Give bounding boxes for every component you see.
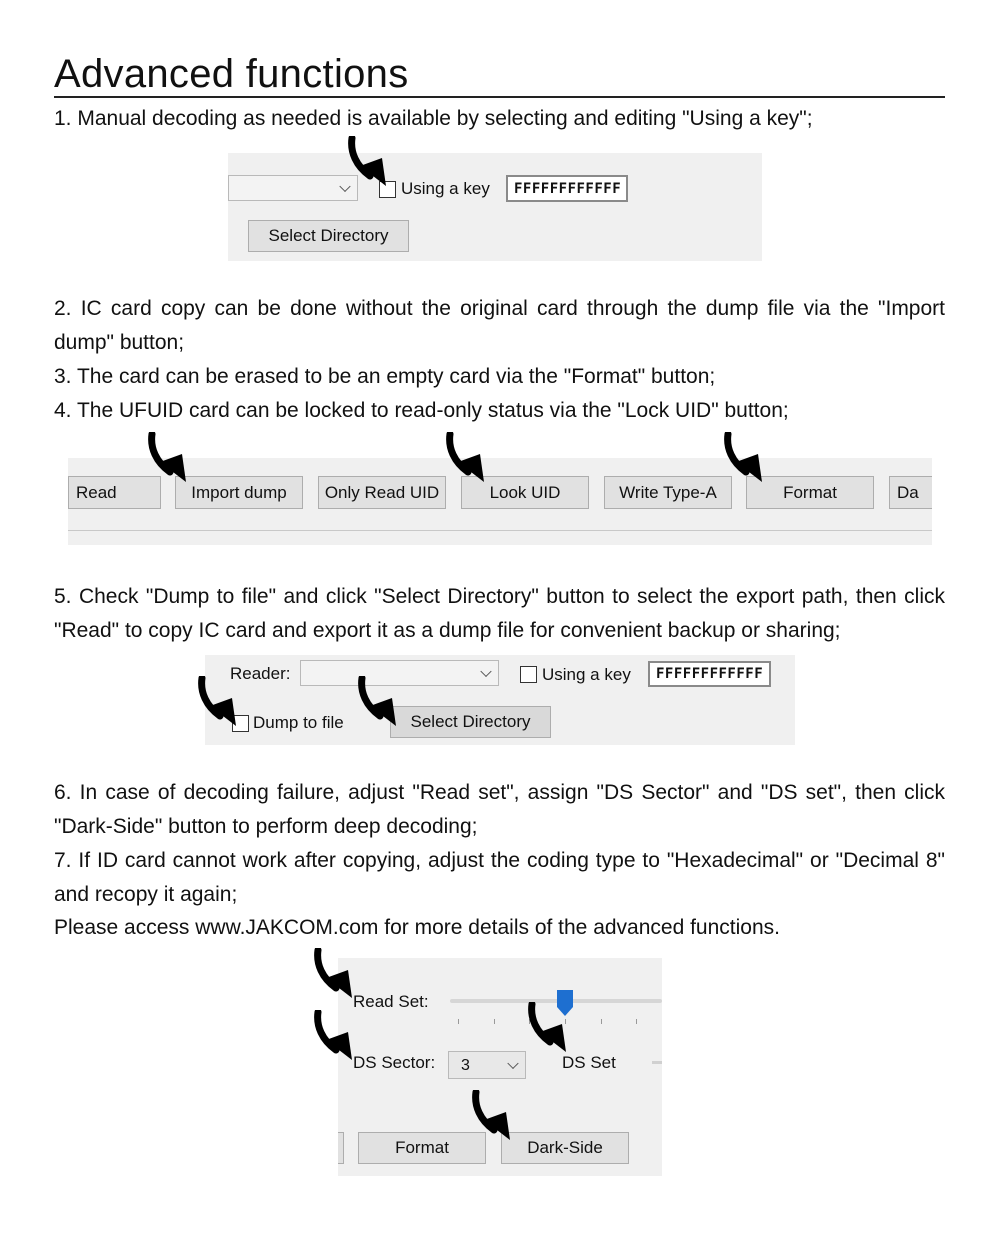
key-input[interactable]: FFFFFFFFFFFF: [506, 175, 628, 202]
chevron-down-icon: [507, 1058, 518, 1069]
paragraph-8: Please access www.JAKCOM.com for more details of the advanced functions.: [54, 916, 780, 939]
read-set-label: Read Set:: [353, 992, 429, 1011]
dark-side-button[interactable]: Dark-Side: [501, 1132, 629, 1164]
title-divider: [54, 96, 945, 98]
using-key-label: Using a key: [542, 665, 631, 684]
arrow-icon: [312, 948, 360, 1006]
slider-tick: [458, 1019, 459, 1024]
key-input[interactable]: FFFFFFFFFFFF: [648, 661, 771, 687]
read-button[interactable]: Read: [68, 476, 161, 509]
select-directory-button[interactable]: Select Directory: [390, 706, 551, 738]
arrow-icon: [346, 136, 394, 194]
arrow-icon: [470, 1090, 518, 1148]
paragraph-2: 2. IC card copy can be done without the original card through the dump file via the "Import dump" button;: [54, 297, 945, 354]
format-button[interactable]: Format: [746, 476, 874, 509]
write-type-a-button[interactable]: Write Type-A: [604, 476, 732, 509]
screenshot-button-row: [68, 458, 932, 545]
using-key-label: Using a key: [401, 179, 490, 198]
arrow-icon: [312, 1010, 360, 1068]
arrow-icon: [196, 676, 244, 734]
paragraph-4: 4. The UFUID card can be locked to read-only status via the "Lock UID" button;: [54, 399, 789, 422]
screenshot-using-key: [228, 153, 762, 261]
only-read-uid-button[interactable]: Only Read UID: [318, 476, 446, 509]
ds-sector-label: DS Sector:: [353, 1053, 436, 1072]
arrow-icon: [444, 432, 492, 490]
reader-combo[interactable]: [228, 175, 358, 201]
slider-tick: [636, 1019, 637, 1024]
paragraph-3: 3. The card can be erased to be an empty card via the "Format" button;: [54, 365, 716, 388]
ds-sector-value: 3: [461, 1057, 470, 1074]
paragraph-1: 1. Manual decoding as needed is available by selecting and editing "Using a key";: [54, 107, 813, 130]
paragraph-5: 5. Check "Dump to file" and click "Select Directory" button to select the export path, then click "Read" to copy IC card and export it as a dump file for convenient backup or sharing;: [54, 585, 945, 642]
arrow-icon: [356, 676, 404, 734]
arrow-icon: [526, 1002, 574, 1060]
dark-side-button-partial[interactable]: Da: [889, 476, 932, 509]
slider-tick: [601, 1019, 602, 1024]
slider-tick: [494, 1019, 495, 1024]
arrow-icon: [146, 432, 194, 490]
look-uid-button[interactable]: Look UID: [461, 476, 589, 509]
ds-sector-combo[interactable]: [448, 1051, 526, 1079]
chevron-down-icon: [480, 666, 491, 677]
panel-divider: [68, 530, 932, 531]
partial-button: [338, 1132, 344, 1164]
reader-label: Reader:: [230, 664, 291, 683]
format-button[interactable]: Format: [358, 1132, 486, 1164]
import-dump-button[interactable]: Import dump: [175, 476, 303, 509]
paragraph-6: 6. In case of decoding failure, adjust "Read set", assign "DS Sector" and "DS set", then click "Dark-Side" button to perform deep decoding;: [54, 781, 945, 838]
arrow-icon: [722, 432, 770, 490]
paragraph-7: 7. If ID card cannot work after copying, adjust the coding type to "Hexadecimal" or "Decimal 8" and recopy it again;: [54, 849, 945, 906]
screenshot-dump-to-file: [205, 655, 795, 745]
ds-set-label: DS Set: [562, 1053, 616, 1072]
dump-to-file-label: Dump to file: [253, 713, 344, 732]
page-title: Advanced functions: [54, 52, 409, 96]
using-key-checkbox[interactable]: [520, 666, 537, 683]
ds-set-input-edge: [652, 1061, 662, 1064]
select-directory-button[interactable]: Select Directory: [248, 220, 409, 252]
